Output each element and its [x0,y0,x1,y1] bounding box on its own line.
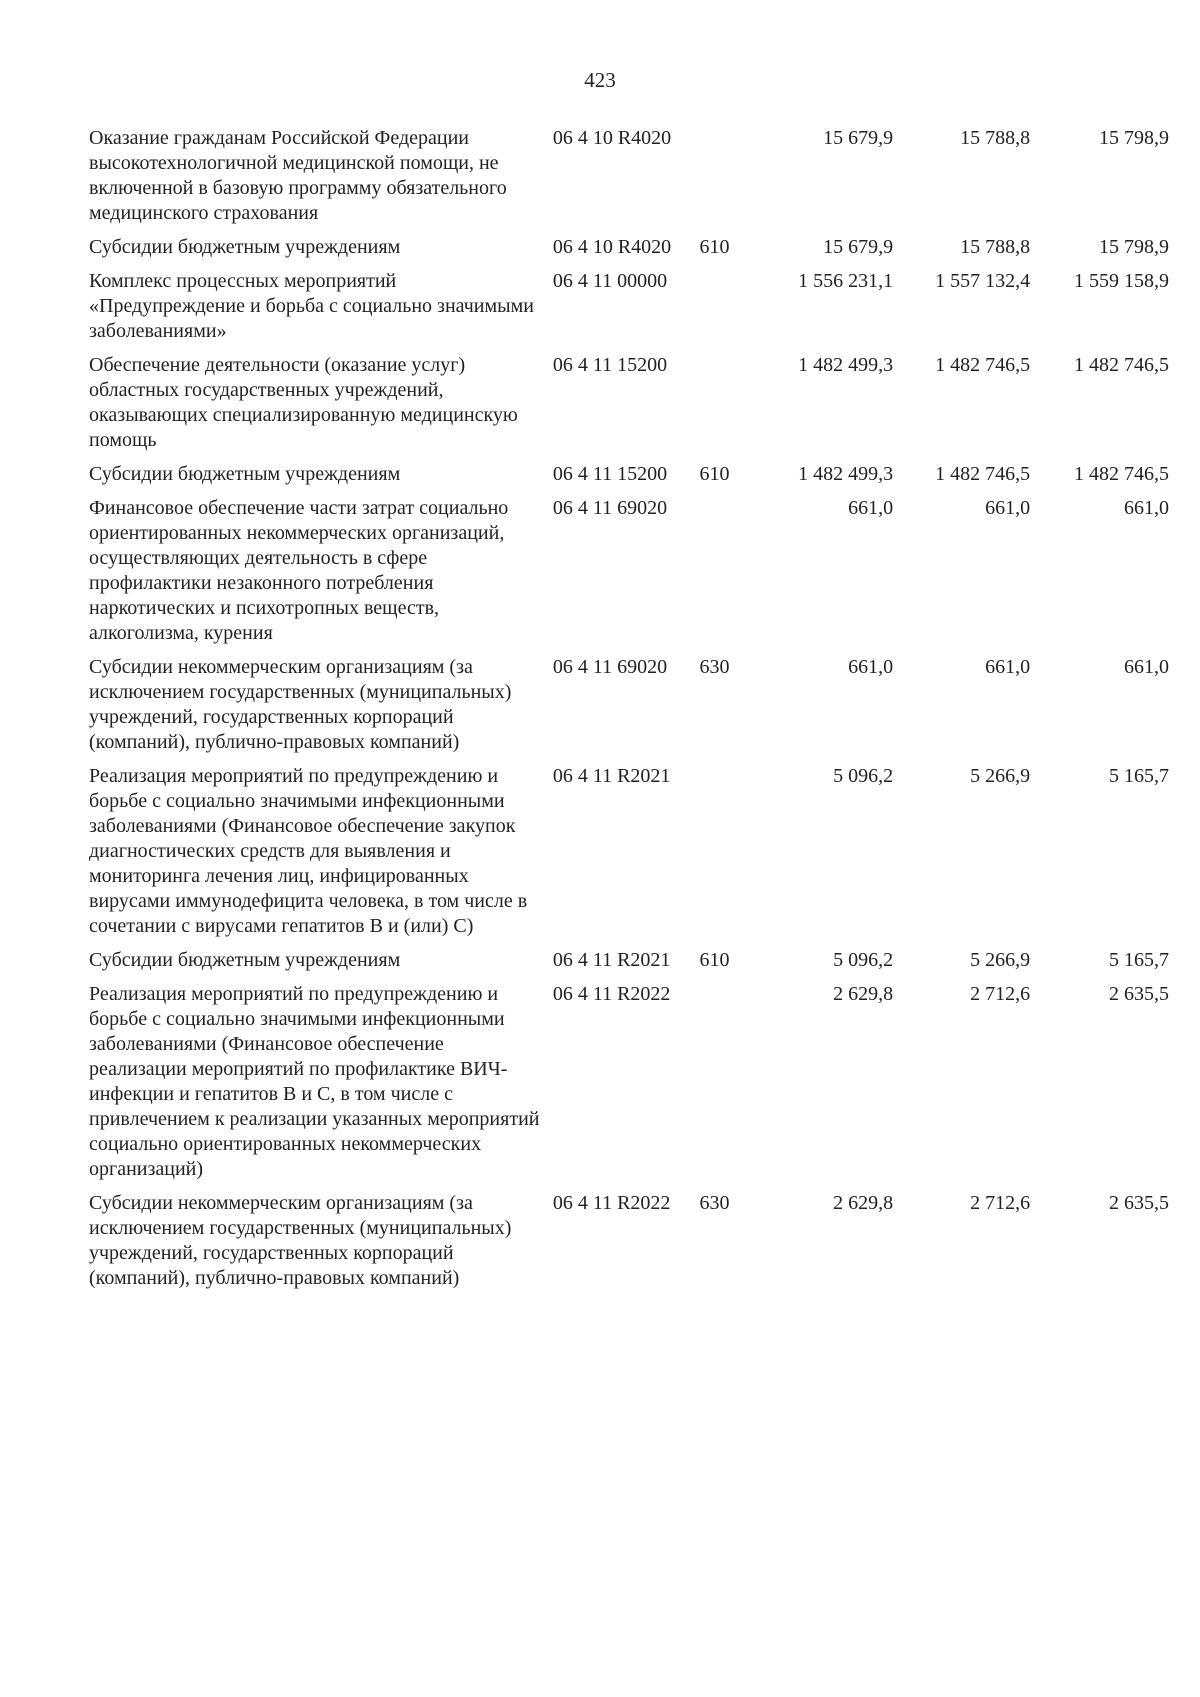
row-target-code: 06 4 10 R4020 [552,236,672,258]
row-target-code: 06 4 11 R2022 [552,1192,671,1214]
table-row [89,1191,1169,1291]
row-amount-year2: 1 482 746,5 [935,463,1031,485]
row-name: Субсидии бюджетным учреждениям [89,949,401,971]
row-amount-year2: 2 712,6 [970,983,1031,1005]
row-expense-type: 610 [699,236,730,258]
row-name: Реализация мероприятий по предупреждению и борьбе с социально значимыми инфекционными заболеваниями (Финансовое обеспечение реализации мероприятий по профилактике ВИЧ-инфекции и гепатитов B и C, в том числе с привлечением к реализации указанных мероприятий социально ориентированных некоммерческих организаций) [89,983,540,1180]
table-row [89,982,1169,1182]
row-name: Комплекс процессных мероприятий «Предупреждение и борьба с социально значимыми заболеваниями» [89,270,534,342]
budget-table [89,126,1169,1300]
row-name: Оказание гражданам Российской Федерации высокотехнологичной медицинской помощи, не включенной в базовую программу обязательного медицинского страхования [89,127,507,224]
row-amount-year3: 2 635,5 [1108,1192,1169,1214]
table-row [89,126,1169,226]
row-name: Обеспечение деятельности (оказание услуг) областных государственных учреждений, оказывающих специализированную медицинскую помощь [89,354,518,451]
table-row [89,462,1169,487]
row-name: Реализация мероприятий по предупреждению и борьбе с социально значимыми инфекционными заболеваниями (Финансовое обеспечение закупок диагностических средств для выявления и мониторинга лечения лиц, инфицированных вирусами иммунодефицита человека, в том числе в сочетании с вирусами гепатитов B и (или) C) [89,765,528,937]
row-amount-year2: 15 788,8 [960,236,1031,258]
row-amount-year2: 5 266,9 [970,765,1031,787]
row-amount-year2: 661,0 [985,497,1031,519]
table-row [89,948,1169,973]
row-amount-year1: 661,0 [848,656,894,678]
row-amount-year3: 661,0 [1123,497,1169,519]
row-amount-year2: 1 482 746,5 [935,354,1031,376]
row-amount-year1: 1 482 499,3 [798,463,894,485]
row-amount-year2: 1 557 132,4 [935,270,1031,292]
row-name: Субсидии бюджетным учреждениям [89,236,401,258]
row-name: Финансовое обеспечение части затрат социально ориентированных некоммерческих организаций, осуществляющих деятельность в сфере профилактики незаконного потребления наркотических и психотропных веществ, алкоголизма, курения [89,497,509,644]
table-row [89,655,1169,755]
row-amount-year2: 661,0 [985,656,1031,678]
row-name: Субсидии некоммерческим организациям (за исключением государственных (муниципальных) учреждений, государственных корпораций (компаний), публично-правовых компаний) [89,1192,512,1289]
row-target-code: 06 4 11 69020 [552,656,668,678]
page-number: 423 [584,68,616,92]
row-amount-year3: 5 165,7 [1108,949,1169,971]
row-amount-year1: 2 629,8 [833,983,894,1005]
row-name: Субсидии бюджетным учреждениям [89,463,401,485]
table-row [89,353,1169,453]
row-amount-year3: 1 482 746,5 [1073,463,1169,485]
row-amount-year3: 1 482 746,5 [1073,354,1169,376]
table-row [89,764,1169,939]
row-amount-year3: 661,0 [1123,656,1169,678]
row-amount-year1: 1 482 499,3 [798,354,894,376]
row-amount-year1: 5 096,2 [833,765,894,787]
row-amount-year3: 15 798,9 [1098,236,1169,258]
row-target-code: 06 4 10 R4020 [552,127,672,149]
row-amount-year3: 1 559 158,9 [1073,270,1169,292]
row-amount-year3: 2 635,5 [1108,983,1169,1005]
table-row [89,235,1169,260]
row-target-code: 06 4 11 R2021 [552,949,671,971]
row-amount-year1: 2 629,8 [833,1192,894,1214]
row-amount-year1: 661,0 [848,497,894,519]
row-target-code: 06 4 11 69020 [552,497,668,519]
row-target-code: 06 4 11 15200 [552,354,668,376]
row-amount-year3: 5 165,7 [1108,765,1169,787]
row-target-code: 06 4 11 R2021 [552,765,671,787]
row-amount-year1: 5 096,2 [833,949,894,971]
row-amount-year2: 5 266,9 [970,949,1031,971]
row-expense-type: 630 [699,656,730,678]
row-amount-year3: 15 798,9 [1098,127,1169,149]
row-amount-year2: 15 788,8 [960,127,1031,149]
row-expense-type: 610 [699,463,730,485]
row-amount-year1: 15 679,9 [823,127,894,149]
table-row [89,269,1169,344]
row-expense-type: 630 [699,1192,730,1214]
row-expense-type: 610 [699,949,730,971]
row-amount-year2: 2 712,6 [970,1192,1031,1214]
row-name: Субсидии некоммерческим организациям (за исключением государственных (муниципальных) учреждений, государственных корпораций (компаний), публично-правовых компаний) [89,656,512,753]
row-amount-year1: 15 679,9 [823,236,894,258]
row-amount-year1: 1 556 231,1 [798,270,894,292]
row-target-code: 06 4 11 R2022 [552,983,671,1005]
row-target-code: 06 4 11 15200 [552,463,668,485]
row-target-code: 06 4 11 00000 [552,270,668,292]
table-row [89,496,1169,646]
